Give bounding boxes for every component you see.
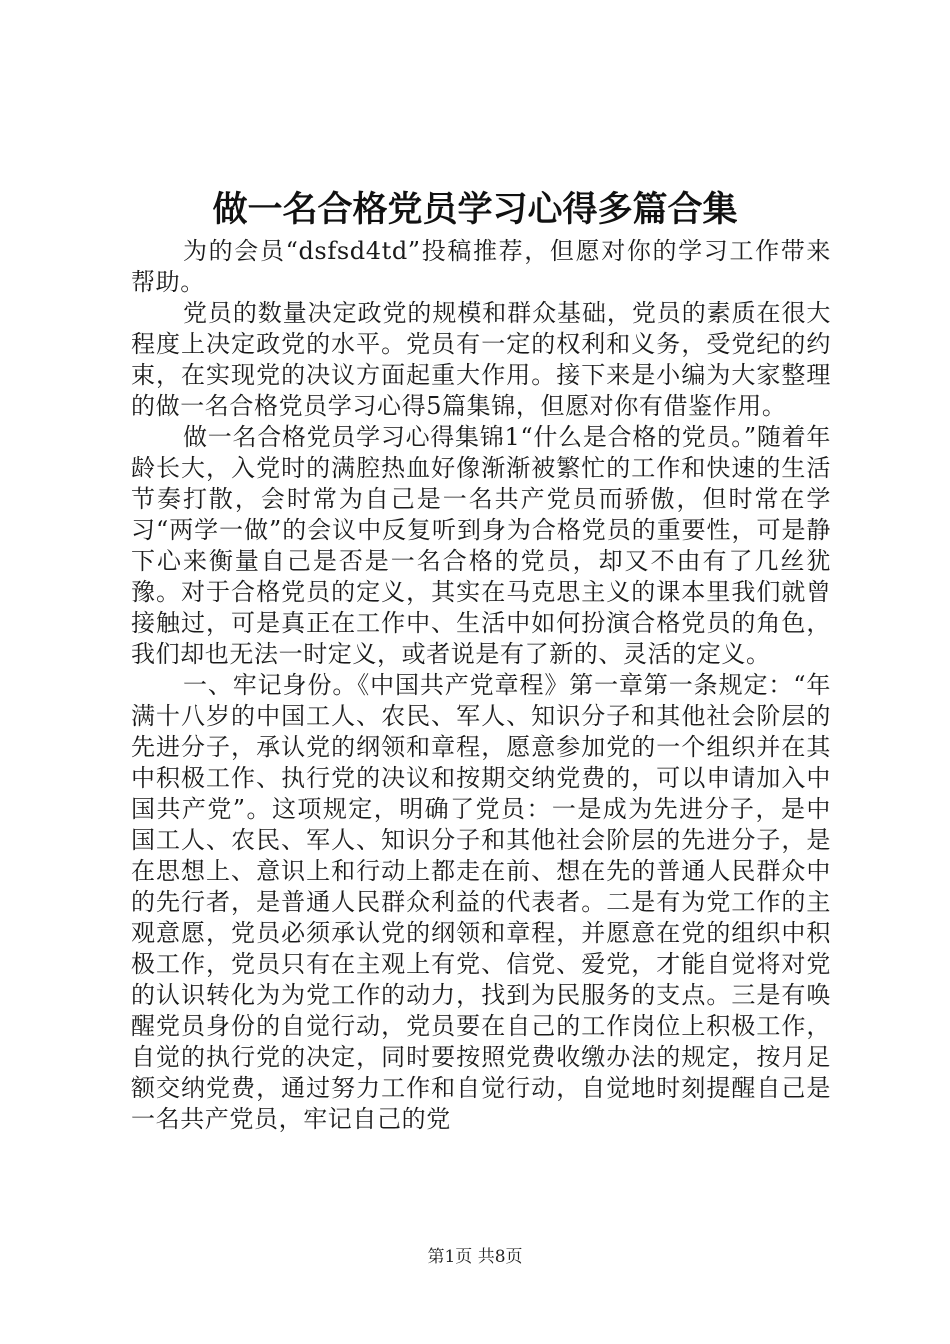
paragraph-overview: 党员的数量决定政党的规模和群众基础，党员的素质在很大程度上决定政党的水平。党员有一定的权利和义务，受党纪的约束，在实现党的决议方面起重大作用。接下来是小编为大家整理的做一名合格党员学习心得5篇集锦，但愿对你有借鉴作用。	[131, 299, 831, 420]
paragraph-section-1: 一、牢记身份。《中国共产党章程》第一章第一条规定：“年满十八岁的中国工人、农民、军人、知识分子和其他社会阶层的先进分子，承认党的纲领和章程，愿意参加党的一个组织并在其中积极工作、执行党的决议和按期交纳党费的，可以申请加入中国共产党”。这项规定，明确了党员：一是成为先进分子，是中国工人、农民、军人、知识分子和其他社会阶层的先进分子，是在思想上、意识上和行动上都走在前、想在先的普通人民群众中的先行者，是普通人民群众利益的代表者。二是有为党工作的主观意愿，党员必须承认党的纲领和章程，并愿意在党的组织中积极工作，党员只有在主观上有党、信党、爱党，才能自觉将对党的认识转化为为党工作的动力，找到为民服务的支点。三是有唤醒党员身份的自觉行动，党员要在自己的工作岗位上积极工作，自觉的执行党的决定，同时要按照党费收缴办法的规定，按月足额交纳党费，通过努力工作和自觉行动，自觉地时刻提醒自己是一名共产党员，牢记自己的党	[131, 671, 831, 1133]
document-body	[131, 236, 831, 1135]
paragraph-intro: 为的会员“dsfsd4td”投稿推荐，但愿对你的学习工作带来帮助。	[131, 237, 831, 296]
page-number-footer: 第1页 共8页	[427, 1247, 523, 1267]
document-title: 做一名合格党员学习心得多篇合集	[212, 189, 738, 230]
paragraph-essay-1: 做一名合格党员学习心得集锦1“什么是合格的党员。”随着年龄长大，入党时的满腔热血好像渐渐被繁忙的工作和快速的生活节奏打散，会时常为自己是一名共产党员而骄傲，但时常在学习“两学一做”的会议中反复听到身为合格党员的重要性，可是静下心来衡量自己是否是一名合格的党员，却又不由有了几丝犹豫。对于合格党员的定义，其实在马克思主义的课本里我们就曾接触过，可是真正在工作中、生活中如何扮演合格党员的角色，我们却也无法一时定义，或者说是有了新的、灵活的定义。	[131, 423, 831, 668]
